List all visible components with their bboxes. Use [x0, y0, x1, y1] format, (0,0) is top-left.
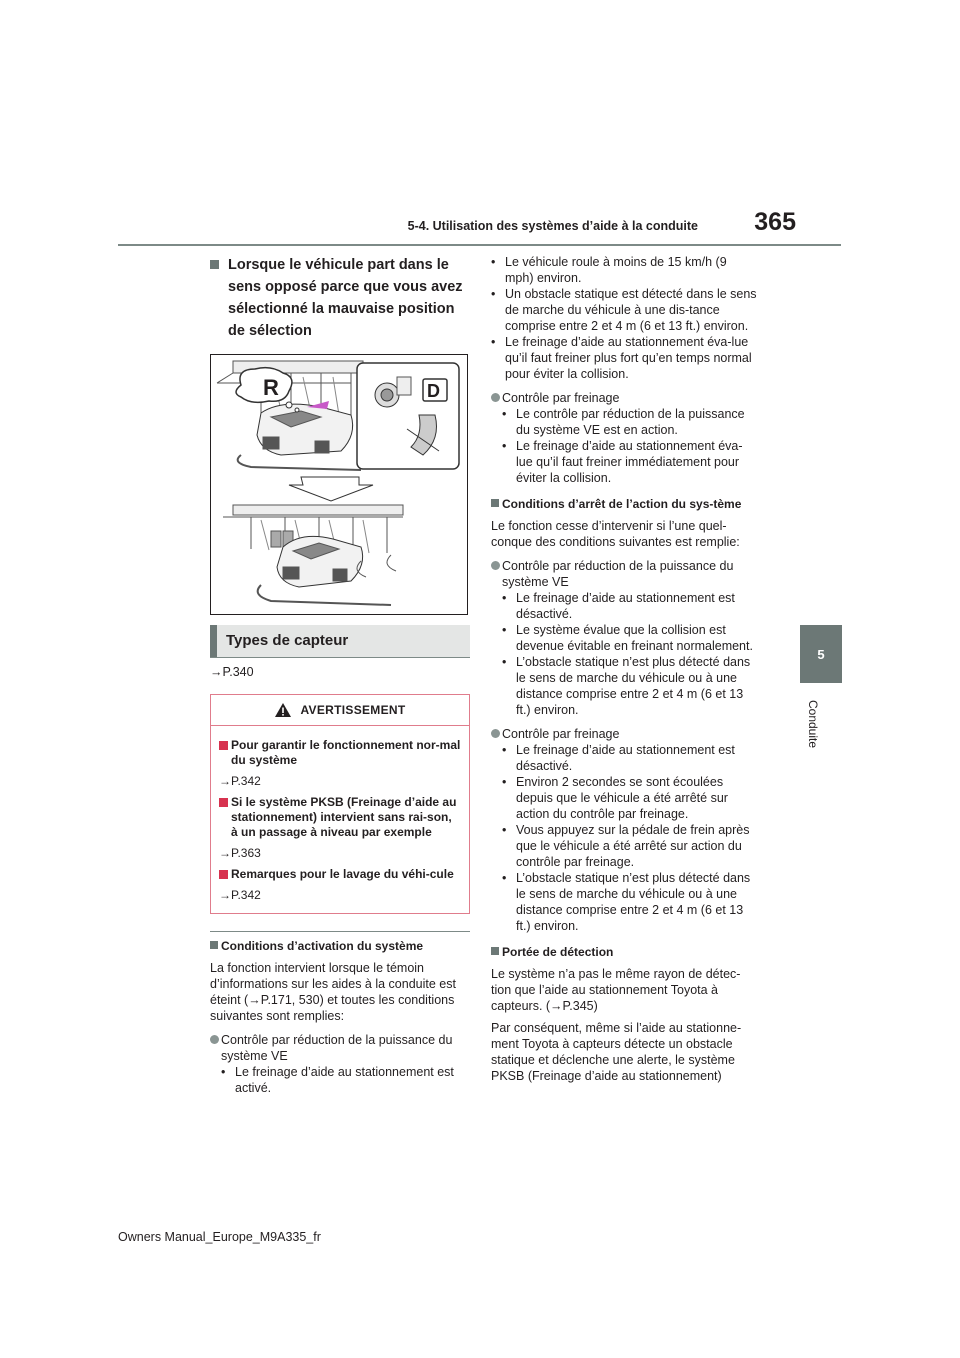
list-item: • Le système évalue que la collision est devenue évitable en freinant normalement.: [502, 622, 758, 654]
warning-ref-3: →P.342: [219, 888, 261, 902]
stop-power-sublist: [502, 590, 758, 718]
list-item: • L’obstacle statique n’est plus détecté dans le sens de marche du véhicule ou à une distance comprise entre 2 et 4 m (6 et 13 ft.) environ.: [502, 870, 758, 934]
list-item: • Le freinage d’aide au stationnement est activé.: [221, 1064, 470, 1096]
list-item: • Le véhicule roule à moins de 15 km/h (9 mph) environ.: [491, 254, 758, 286]
warning-box: [210, 694, 470, 914]
warning-ref-2: →P.363: [219, 846, 261, 860]
page-number: 365: [754, 208, 796, 236]
header-rule: [118, 244, 841, 246]
wrong-gear-heading: Lorsque le véhicule part dans le sens opposé parce que vous avez sélectionné la mauvaise position de sélection: [210, 254, 470, 342]
list-item: • Le freinage d’aide au stationnement est désactivé.: [502, 742, 758, 774]
chapter-name-label: Conduite: [805, 699, 820, 749]
figure-letter-d: D: [427, 381, 440, 401]
figure-letter-r: R: [263, 375, 279, 400]
bullet-dot-icon: [491, 561, 500, 570]
activation-continued-list: [491, 254, 758, 382]
bullet-dot-icon: [210, 1035, 219, 1044]
warning-header: AVERTISSEMENT: [211, 695, 469, 726]
activation-bullet: Contrôle par réduction de la puissance du système VE • Le freinage d’aide au stationnement est activé.: [210, 1032, 470, 1096]
list-item: • L’obstacle statique n’est plus détecté dans le sens de marche du véhicule ou à une distance comprise entre 2 et 4 m (6 et 13 ft.) environ.: [502, 654, 758, 718]
detection-range-text-2: Par conséquent, même si l’aide au stationne-ment Toyota à capteurs détecte un obstacle statique et déclenche une alerte, le système PKSB (Freinage d’aide au stationnement): [491, 1021, 742, 1083]
left-column: [210, 254, 470, 1096]
footer-manual-id: Owners Manual_Europe_M9A335_fr: [118, 1230, 321, 1244]
bullet-dot-icon: [491, 393, 500, 402]
stop-bullet-brake: Contrôle par freinage • Le freinage d’aide au stationnement est désactivé. • Environ 2 secondes se sont écoulées depuis que le véhicule a été arrêté sur action du contrôle par freinage. • Vous appuyez sur la pédale de frein après que le véhicule a été arrêté sur action du contrôle par freinage. • L’obstacle statique n’est plus détecté dans le sens de marche du véhicule ou à une distance comprise entre 2 et 4 m (6 et 13 ft.) environ.: [491, 726, 758, 934]
stop-conditions-text: Le fonction cesse d’intervenir si l’une quel-conque des conditions suivantes est remplie:: [491, 519, 740, 549]
list-item: • Un obstacle statique est détecté dans le sens de marche du véhicule à une dis-tance comprise entre 2 et 4 m (6 et 13 ft.) environ.: [491, 286, 758, 334]
activation-conditions-text: La fonction intervient lorsque le témoin d’informations sur les aides à la conduite est éteint (→P.171, 530) et toutes les conditions suivantes sont remplies:: [210, 961, 456, 1023]
list-item: • Le freinage d’aide au stationnement éva-lue qu’il faut freiner immédiatement pour éviter la collision.: [502, 438, 758, 486]
list-item: • Vous appuyez sur la pédale de frein après que le véhicule a été arrêté sur action du contrôle par freinage.: [502, 822, 758, 870]
bullet-dot-icon: [491, 729, 500, 738]
header-section-title: 5-4. Utilisation des systèmes d’aide à la conduite: [407, 219, 698, 233]
stop-brake-sublist: [502, 742, 758, 934]
warning-item-1: Pour garantir le fonctionnement nor-mal du système: [219, 738, 461, 768]
list-item: • Environ 2 secondes se sont écoulées depuis que le véhicule a été arrêté sur action du contrôle par freinage.: [502, 774, 758, 822]
chapter-number-tab: 5: [800, 625, 842, 683]
sensor-types-ref: →P.340: [210, 665, 254, 679]
detection-range-text-1: Le système n’a pas le même rayon de détec-tion que l’aide au stationnement Toyota à capteurs. (→P.345): [491, 967, 741, 1013]
list-item: • Le freinage d’aide au stationnement est désactivé.: [502, 590, 758, 622]
activation-sublist: [221, 1064, 470, 1096]
warning-ref-1: →P.342: [219, 774, 261, 788]
stop-conditions-heading: Conditions d’arrêt de l’action du sys-tème: [491, 496, 758, 512]
list-item: • Le contrôle par réduction de la puissance du système VE est en action.: [502, 406, 758, 438]
brake-control-bullet: Contrôle par freinage • Le contrôle par réduction de la puissance du système VE est en action. • Le freinage d’aide au stationnement éva-lue qu’il faut freiner immédiatement pour éviter la collision.: [491, 390, 758, 486]
detection-range-heading: Portée de détection: [491, 944, 758, 960]
right-column: [491, 254, 758, 1084]
warning-item-3: Remarques pour le lavage du véhi-cule: [219, 867, 461, 882]
heading-square-icon: [210, 260, 219, 269]
stop-bullet-power: Contrôle par réduction de la puissance du système VE • Le freinage d’aide au stationnement est désactivé. • Le système évalue que la collision est devenue évitable en freinant normalement. • L’obstacle statique n’est plus détecté dans le sens de marche du véhicule ou à une distance comprise entre 2 et 4 m (6 et 13 ft.) environ.: [491, 558, 758, 718]
warning-item-2: Si le système PKSB (Freinage d’aide au stationnement) intervient sans rai-son, à un passage à niveau par exemple: [219, 795, 461, 840]
list-item: • Le freinage d’aide au stationnement éva-lue qu’il faut freiner plus fort qu’en temps normal pour éviter la collision.: [491, 334, 758, 382]
parking-illustration: [210, 354, 468, 615]
activation-conditions-heading: Conditions d’activation du système: [210, 938, 470, 954]
section-bar-rule: [210, 657, 470, 658]
sensor-types-bar: Types de capteur: [210, 625, 470, 657]
separator-rule: [210, 931, 470, 932]
brake-control-sublist: [502, 406, 758, 486]
warning-triangle-icon: [274, 702, 292, 718]
